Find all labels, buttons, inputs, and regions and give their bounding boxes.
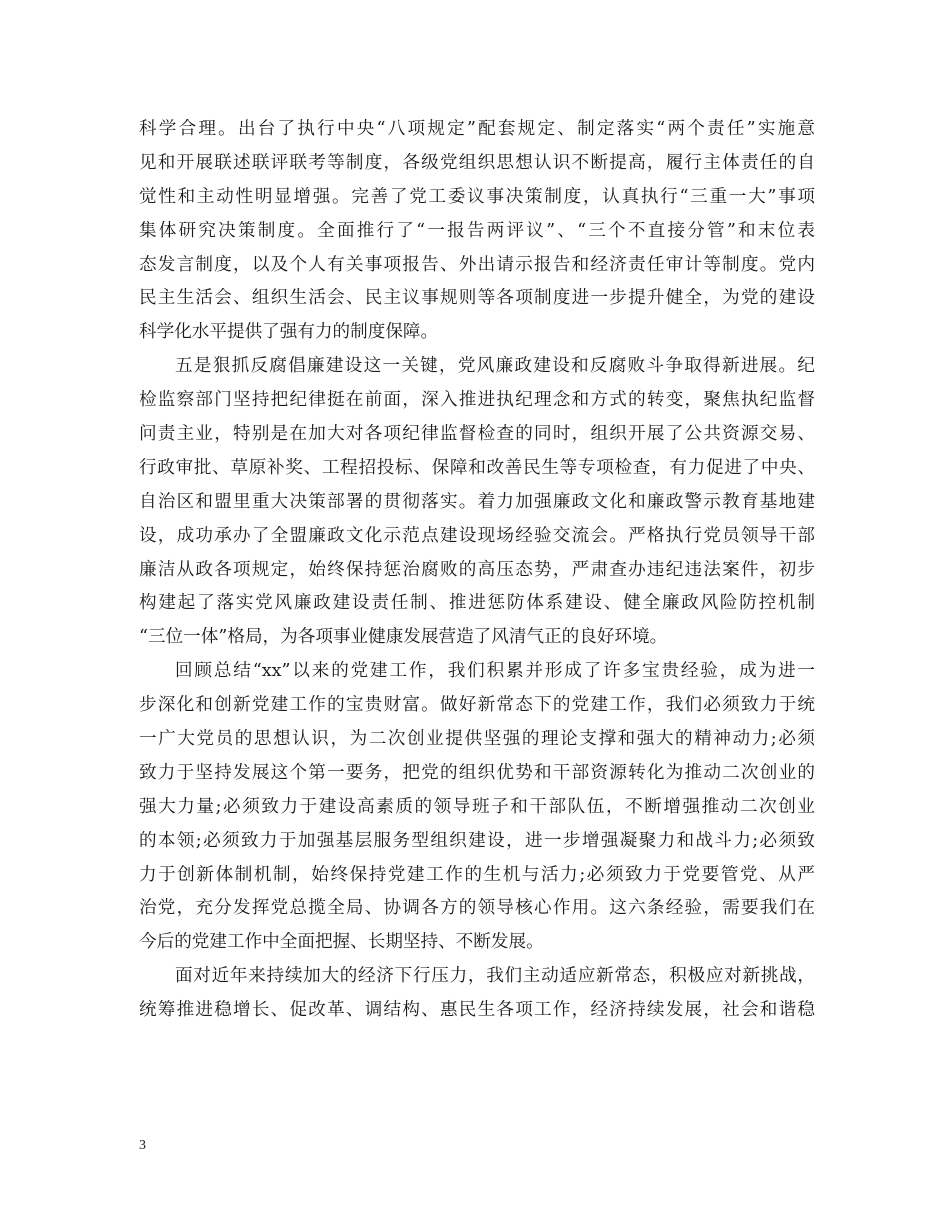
- text-line: 检监察部门坚持把纪律挺在前面，深入推进执纪理念和方式的转变，聚焦执纪监督: [139, 390, 815, 411]
- text-line: 民主生活会、组织生活会、民主议事规则等各项制度进一步提升健全，为党的建设: [139, 288, 815, 309]
- text-line: 治党，充分发挥党总揽全局、协调各方的领导核心作用。这六条经验，需要我们在: [139, 898, 815, 919]
- text-line: 今后的党建工作中全面把握、长期坚持、不断发展。: [139, 932, 544, 953]
- text-line: 力于创新体制机制，始终保持党建工作的生机与活力;必须致力于党要管党、从严: [139, 864, 815, 885]
- text-line: 集体研究决策制度。全面推行了“一报告两评议”、“三个不直接分管”和末位表: [139, 220, 815, 241]
- text-line: 统筹推进稳增长、促改革、调结构、惠民生各项工作，经济持续发展，社会和谐稳: [139, 1000, 815, 1021]
- text-line: 回顾总结“xx”以来的党建工作，我们积累并形成了许多宝贵经验，成为进一: [175, 661, 815, 682]
- text-line: 强大力量;必须致力于建设高素质的领导班子和干部队伍，不断增强推动二次创业: [139, 796, 815, 817]
- text-line: 致力于坚持发展这个第一要务，把党的组织优势和干部资源转化为推动二次创业的: [139, 762, 815, 783]
- text-line: 态发言制度，以及个人有关事项报告、外出请示报告和经济责任审计等制度。党内: [139, 254, 815, 275]
- text-line: 行政审批、草原补奖、工程招投标、保障和改善民生等专项检查，有力促进了中央、: [139, 457, 815, 478]
- text-line: 问责主业，特别是在加大对各项纪律监督检查的同时，组织开展了公共资源交易、: [139, 424, 815, 445]
- text-line: “三位一体”格局，为各项事业健康发展营造了风清气正的良好环境。: [139, 627, 668, 648]
- body-text: [139, 113, 815, 1028]
- text-line: 面对近年来持续加大的经济下行压力，我们主动适应新常态，积极应对新挑战，: [175, 966, 815, 987]
- text-line: 一广大党员的思想认识，为二次创业提供坚强的理论支撑和强大的精神动力;必须: [139, 729, 815, 750]
- text-line: 科学合理。出台了执行中央“八项规定”配套规定、制定落实“两个责任”实施意: [139, 119, 815, 139]
- text-line: 觉性和主动性明显增强。完善了党工委议事决策制度，认真执行“三重一大”事项: [139, 186, 815, 207]
- text-line: 五是狠抓反腐倡廉建设这一关键，党风廉政建设和反腐败斗争取得新进展。纪: [175, 356, 815, 377]
- page-number: 3: [139, 1138, 146, 1153]
- text-line: 科学化水平提供了强有力的制度保障。: [139, 322, 439, 343]
- text-line: 步深化和创新党建工作的宝贵财富。做好新常态下的党建工作，我们必须致力于统: [139, 695, 815, 716]
- text-line: 自治区和盟里重大决策部署的贯彻落实。着力加强廉政文化和廉政警示教育基地建: [139, 491, 815, 512]
- text-line: 的本领;必须致力于加强基层服务型组织建设，进一步增强凝聚力和战斗力;必须致: [139, 830, 815, 851]
- text-line: 廉洁从政各项规定，始终保持惩治腐败的高压态势，严肃查办违纪违法案件，初步: [139, 559, 815, 580]
- text-line: 见和开展联述联评联考等制度，各级党组织思想认识不断提高，履行主体责任的自: [139, 152, 815, 173]
- text-line: 构建起了落实党风廉政建设责任制、推进惩防体系建设、健全廉政风险防控机制: [139, 593, 815, 614]
- text-line: 设，成功承办了全盟廉政文化示范点建设现场经验交流会。严格执行党员领导干部: [139, 525, 815, 546]
